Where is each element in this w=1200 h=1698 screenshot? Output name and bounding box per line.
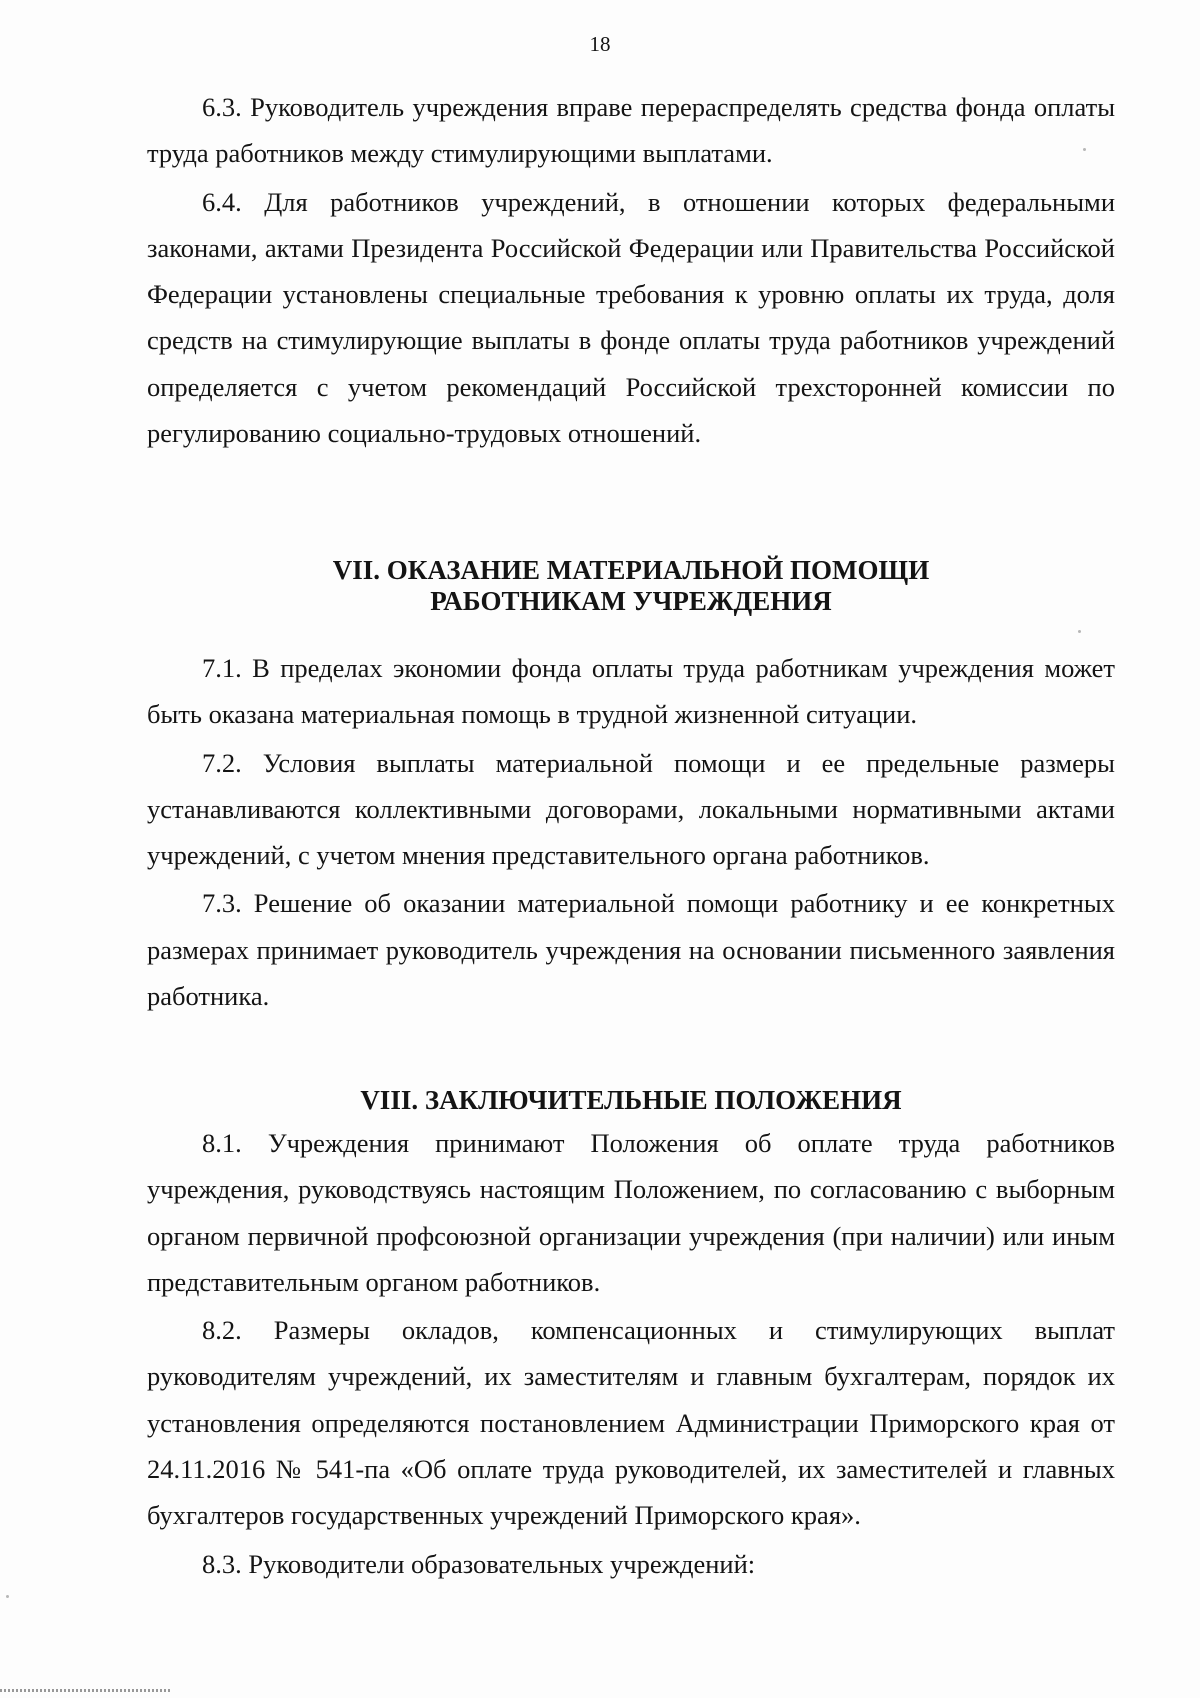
paragraph-7-2: 7.2. Условия выплаты материальной помощи и ее предельные размеры устанавливаются коллективными договорами, локальными нормативными актами учреждений, с учетом мнения представительного органа работников. bbox=[147, 747, 1115, 871]
section-6-body bbox=[147, 84, 1115, 456]
section-7-heading-line-1: VII. ОКАЗАНИЕ МАТЕРИАЛЬНОЙ ПОМОЩИ bbox=[332, 555, 930, 585]
section-8-body bbox=[147, 1120, 1115, 1587]
scan-artifact-dot bbox=[1083, 148, 1086, 151]
paragraph-8-3: 8.3. Руководители образовательных учреждений: bbox=[202, 1548, 756, 1579]
scan-artifact-dot bbox=[1078, 630, 1081, 633]
scan-artifact-line bbox=[0, 1689, 170, 1692]
paragraph-8-1: 8.1. Учреждения принимают Положения об оплате труда работников учреждения, руководствуясь настоящим Положением, по согласованию с выборным органом первичной профсоюзной организации учреждения (при наличии) или иным представительным органом работников. bbox=[147, 1128, 1115, 1297]
paragraph-6-4: 6.4. Для работников учреждений, в отношении которых федеральными законами, актами Президента Российской Федерации или Правительства Российской Федерации установлены специальные требования к уровню оплаты их труда, доля средств на стимулирующие выплаты в фонде оплаты труда работников учреждений определяется с учетом рекомендаций Российской трехсторонней комиссии по регулированию социально-трудовых отношений. bbox=[147, 186, 1115, 449]
section-7-heading-line-2: РАБОТНИКАМ УЧРЕЖДЕНИЯ bbox=[430, 586, 832, 616]
section-7-heading bbox=[147, 555, 1115, 617]
page-number: 18 bbox=[589, 32, 611, 56]
section-7-body bbox=[147, 645, 1115, 1019]
paragraph-7-1: 7.1. В пределах экономии фонда оплаты труда работникам учреждения может быть оказана материальная помощь в трудной жизненной ситуации. bbox=[147, 653, 1115, 730]
section-8-heading: VIII. ЗАКЛЮЧИТЕЛЬНЫЕ ПОЛОЖЕНИЯ bbox=[360, 1085, 902, 1115]
paragraph-7-3: 7.3. Решение об оказании материальной помощи работнику и ее конкретных размерах принимает руководитель учреждения на основании письменного заявления работника. bbox=[147, 888, 1115, 1012]
paragraph-6-3: 6.3. Руководитель учреждения вправе перераспределять средства фонда оплаты труда работников между стимулирующими выплатами. bbox=[147, 92, 1115, 169]
scan-artifact-dot bbox=[6, 1595, 9, 1598]
paragraph-8-2: 8.2. Размеры окладов, компенсационных и стимулирующих выплат руководителям учреждений, их заместителям и главным бухгалтерам, порядок их установления определяются постановлением Администрации Приморского края от 24.11.2016 № 541-па «Об оплате труда руководителей, их заместителей и главных бухгалтеров государственных учреждений Приморского края». bbox=[147, 1315, 1115, 1531]
